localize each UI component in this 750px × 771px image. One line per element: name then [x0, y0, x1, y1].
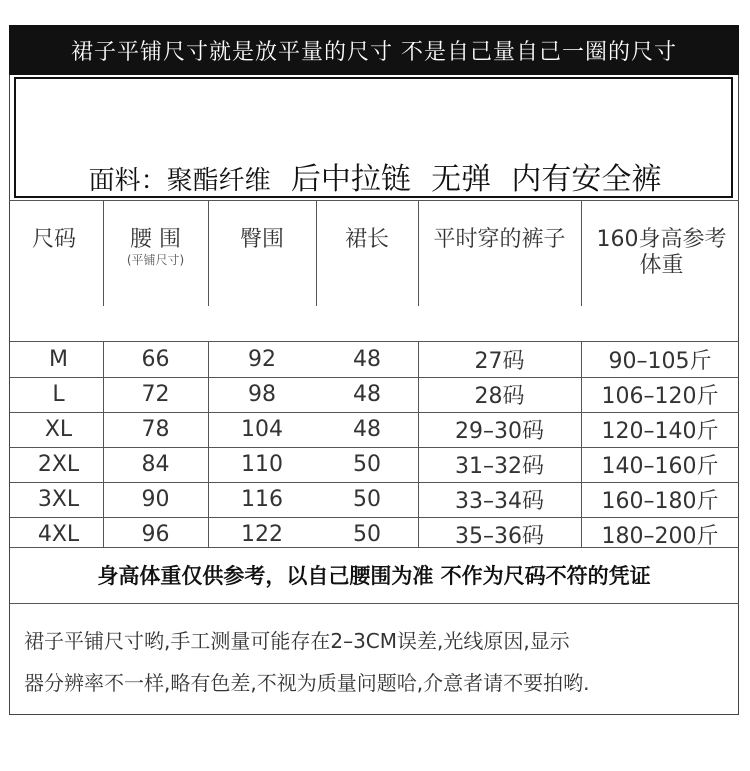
- cell-waist: 78: [141, 417, 170, 442]
- cell-size: 2XL: [37, 452, 80, 477]
- cell-size: 4XL: [37, 522, 80, 547]
- cell-weight: 106–120斤: [601, 384, 719, 409]
- cell-pants: 33–34码: [455, 489, 544, 514]
- cell-weight: 160–180斤: [601, 489, 719, 514]
- header-pants-size: 平时穿的裤子: [433, 227, 566, 252]
- cell-hip: 98: [248, 382, 276, 407]
- cell-waist: 72: [141, 382, 170, 407]
- cell-hip: 104: [241, 417, 283, 442]
- col-divider: [418, 201, 419, 306]
- col-divider: [208, 201, 209, 306]
- cell-size: 3XL: [37, 487, 80, 512]
- header-waist-label: 腰 围: [130, 227, 181, 252]
- note-bottom-line: [9, 603, 739, 604]
- fabric-label: 面料：聚酯纤维: [88, 166, 271, 196]
- header-size: 尺码: [31, 227, 76, 252]
- reference-note: 身高体重仅供参考，以自己腰围为准 不作为尺码不符的凭证: [97, 563, 651, 588]
- cell-weight: 90–105斤: [608, 349, 712, 374]
- cell-weight: 140–160斤: [601, 454, 719, 479]
- cell-hip: 116: [241, 487, 283, 512]
- cell-size: L: [52, 382, 65, 407]
- col-divider: [316, 201, 317, 306]
- banner: 裙子平铺尺寸就是放平量的尺寸 不是自己量自己一圈的尺寸: [9, 25, 739, 75]
- cell-length: 48: [353, 417, 381, 442]
- cell-hip: 122: [241, 522, 283, 547]
- cell-pants: 29–30码: [455, 419, 544, 444]
- header-length: 裙长: [344, 227, 389, 252]
- col-divider: [581, 201, 582, 306]
- cell-waist: 84: [141, 452, 170, 477]
- zipper-label: 后中拉链: [290, 162, 411, 197]
- table-top-line: [9, 200, 739, 201]
- cell-hip: 92: [248, 347, 276, 372]
- lining-label: 内有安全裤: [511, 162, 662, 197]
- cell-waist: 90: [141, 487, 170, 512]
- cell-size: M: [49, 347, 68, 372]
- cell-length: 50: [353, 452, 381, 477]
- cell-pants: 27码: [474, 349, 525, 374]
- header-waist: [103, 227, 208, 267]
- cell-weight: 120–140斤: [601, 419, 719, 444]
- cell-waist: 66: [141, 347, 170, 372]
- fabric-info: [0, 154, 750, 198]
- header-hip: 臀围: [239, 227, 284, 252]
- cell-pants: 35–36码: [455, 524, 544, 549]
- cell-hip: 110: [241, 452, 283, 477]
- disclaimer-line: 器分辨率不一样,略有色差,不视为质量问题哈,介意者请不要拍哟.: [24, 671, 590, 695]
- cell-weight: 180–200斤: [601, 524, 719, 549]
- cell-length: 48: [353, 382, 381, 407]
- disclaimer-line: 裙子平铺尺寸哟,手工测量可能存在2–3CM误差,光线原因,显示: [24, 629, 570, 653]
- header-weight-ref: 160身高参考体重: [596, 227, 727, 278]
- cell-length: 48: [353, 347, 381, 372]
- cell-size: XL: [44, 417, 73, 442]
- disclaimer: [24, 620, 724, 704]
- header-waist-sub: (平铺尺寸): [126, 253, 185, 267]
- cell-length: 50: [353, 522, 381, 547]
- cell-length: 50: [353, 487, 381, 512]
- stretch-label: 无弹: [431, 162, 492, 197]
- cell-pants: 28码: [474, 384, 525, 409]
- cell-waist: 96: [141, 522, 170, 547]
- cell-pants: 31–32码: [455, 454, 544, 479]
